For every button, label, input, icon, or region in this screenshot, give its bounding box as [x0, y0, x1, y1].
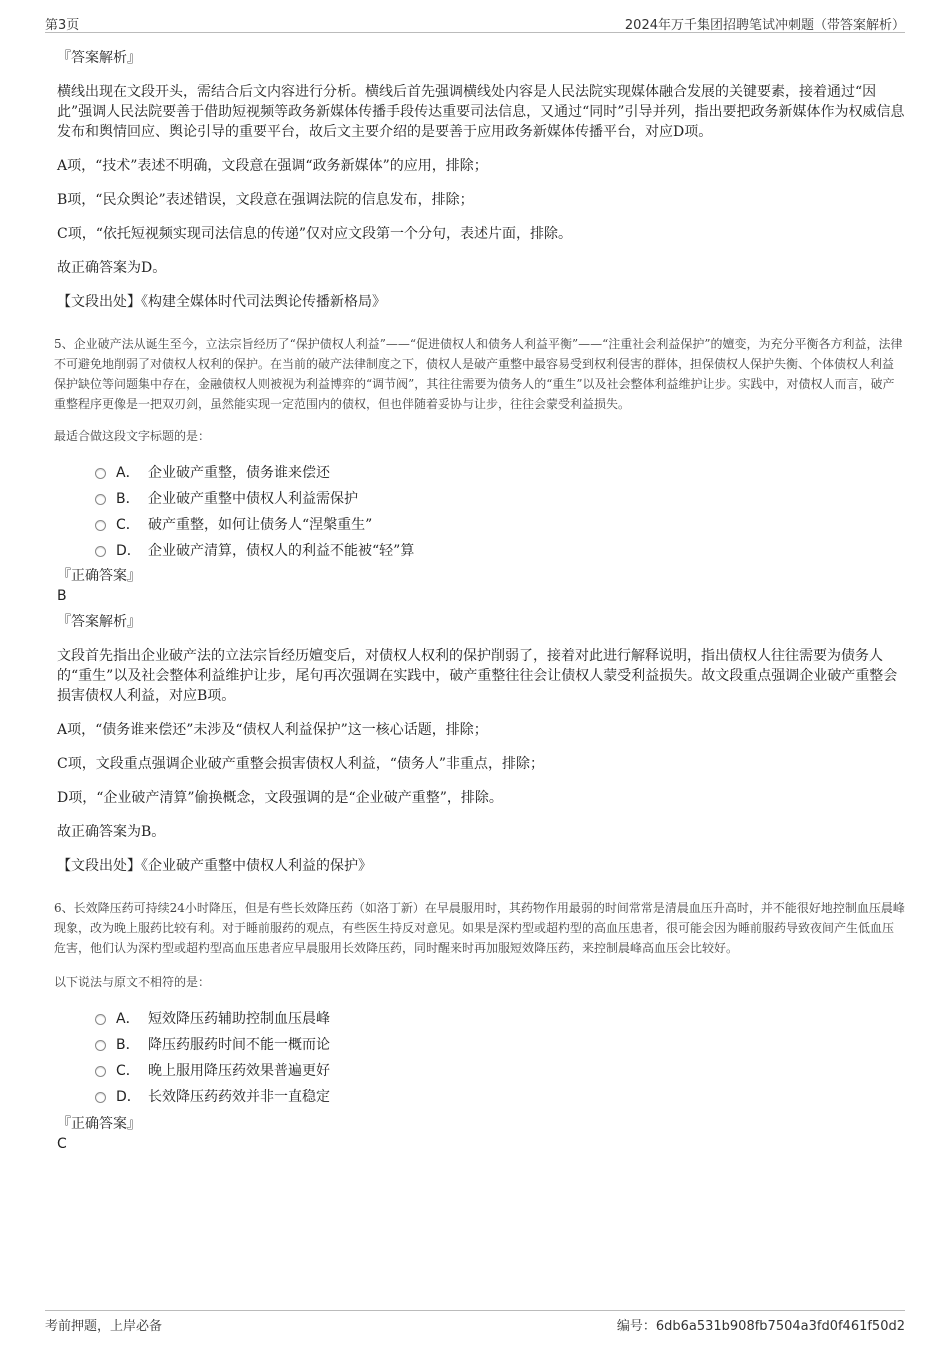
- document-title: 2024年万千集团招聘笔试冲刺题（带答案解析）: [624, 18, 905, 33]
- option-a[interactable]: A． 短效降压药辅助控制血压晨峰: [95, 1006, 905, 1032]
- radio-icon[interactable]: [95, 468, 106, 479]
- question-5-options: [95, 460, 905, 564]
- radio-icon[interactable]: [95, 1066, 106, 1077]
- question-6-prompt: 以下说法与原文不相符的是：: [54, 975, 211, 989]
- radio-icon[interactable]: [95, 520, 106, 531]
- answer-conclusion: 故正确答案为B。: [57, 824, 166, 840]
- option-note-c: C项，文段重点强调企业破产重整会损害债权人利益，“债务人”非重点，排除；: [57, 756, 545, 772]
- answer-conclusion: 故正确答案为D。: [57, 260, 167, 276]
- page-number: 第3页: [45, 18, 80, 33]
- question-5-text: 5、企业破产法从诞生至今，立法宗旨经历了“保护债权人利益”——“促进债权人和债务人利益平衡”——“注重社会利益保护”的嬗变，为充分平衡各方利益，法律不可避免地削弱了对债权人权利的保护。在当前的破产法律制度之下，债权人是破产重整中最容易受到权利侵害的群体，担保债权人保护失衡、个体债权人利益保护缺位等问题集中存在，金融债权人则被视为利益博弈的“调节阀”，其往往需要为债务人的“重生”以及社会整体利益维护让步。实践中，对债权人而言，破产重整程序更像是一把双刃剑，虽然能实现一定范围内的债权，但也伴随着妥协与让步，往往会蒙受利益损失。: [54, 337, 903, 411]
- analysis-text: 横线出现在文段开头，需结合后文内容进行分析。横线后首先强调横线处内容是人民法院实现媒体融合发展的关键要素，接着通过“因此”强调人民法院要善于借助短视频等政务新媒体传播手段传达重要司法信息，又通过“同时”引导并列，指出要把政务新媒体作为权威信息发布和舆情回应、舆论引导的重要平台，故后文主要介绍的是要善于应用政务新媒体传播平台，对应D项。: [57, 84, 905, 140]
- radio-icon[interactable]: [95, 1014, 106, 1025]
- source-citation: 【文段出处】《企业破产重整中债权人利益的保护》: [57, 858, 372, 874]
- radio-icon[interactable]: [95, 494, 106, 505]
- option-d[interactable]: D． 长效降压药药效并非一直稳定: [95, 1084, 905, 1110]
- question-5-prompt: 最适合做这段文字标题的是：: [54, 429, 211, 443]
- option-note-b: B项，“民众舆论”表述错误，文段意在强调法院的信息发布，排除；: [57, 192, 474, 208]
- footer-slogan: 考前押题，上岸必备: [45, 1319, 163, 1334]
- option-note-a: A项，“债务谁来偿还”未涉及“债权人利益保护”这一核心话题，排除；: [57, 722, 488, 738]
- correct-answer-label: 『正确答案』: [57, 568, 141, 584]
- page-content: [54, 42, 905, 1154]
- page-footer: [45, 1310, 905, 1335]
- radio-icon[interactable]: [95, 1040, 106, 1051]
- page-header: [45, 12, 905, 33]
- option-note-c: C项，“依托短视频实现司法信息的传递”仅对应文段第一个分句，表述片面，排除。: [57, 226, 573, 242]
- option-c[interactable]: C． 破产重整，如何让债务人“涅槃重生”: [95, 512, 905, 538]
- option-note-d: D项，“企业破产清算”偷换概念，文段强调的是“企业破产重整”，排除。: [57, 790, 503, 806]
- source-citation: 【文段出处】《构建全媒体时代司法舆论传播新格局》: [57, 294, 386, 310]
- analysis-label: 『答案解析』: [57, 50, 141, 66]
- analysis-text: 文段首先指出企业破产法的立法宗旨经历嬗变后，对债权人权利的保护削弱了，接着对此进行解释说明，指出债权人往往需要为债务人的“重生”以及社会整体利益维护让步，尾句再次强调在实践中，破产重整往往会让债权人蒙受利益损失。故文段重点强调企业破产重整会损害债权人利益，对应B项。: [57, 648, 898, 704]
- option-a[interactable]: A． 企业破产重整，债务谁来偿还: [95, 460, 905, 486]
- option-c[interactable]: C． 晚上服用降压药效果普遍更好: [95, 1058, 905, 1084]
- option-b[interactable]: B． 降压药服药时间不能一概而论: [95, 1032, 905, 1058]
- analysis-label: 『答案解析』: [57, 614, 141, 630]
- radio-icon[interactable]: [95, 546, 106, 557]
- option-d[interactable]: D． 企业破产清算，债权人的利益不能被“轻”算: [95, 538, 905, 564]
- option-note-a: A项，“技术”表述不明确，文段意在强调“政务新媒体”的应用，排除；: [57, 158, 488, 174]
- correct-answer: C: [57, 1136, 67, 1152]
- question-6-options: [95, 1006, 905, 1110]
- question-6-text: 6、长效降压药可持续24小时降压，但是有些长效降压药（如洛丁新）在早晨服用时，其药物作用最弱的时间常常是清晨血压升高时，并不能很好地控制血压晨峰现象，改为晚上服药比较有利。对于睡前服药的观点，有些医生持反对意见。如果是深杓型或超杓型的高血压患者，很可能会因为睡前服药导致夜间产生低血压危害，他们认为深杓型或超杓型高血压患者应早晨服用长效降压药，同时醒来时再加服短效降压药，来控制晨峰高血压会比较好。: [54, 901, 905, 955]
- document-id: 编号：6db6a531b908fb7504a3fd0f461f50d2: [616, 1319, 905, 1334]
- correct-answer-label: 『正确答案』: [57, 1116, 141, 1132]
- radio-icon[interactable]: [95, 1092, 106, 1103]
- correct-answer: B: [57, 588, 67, 604]
- option-b[interactable]: B． 企业破产重整中债权人利益需保护: [95, 486, 905, 512]
